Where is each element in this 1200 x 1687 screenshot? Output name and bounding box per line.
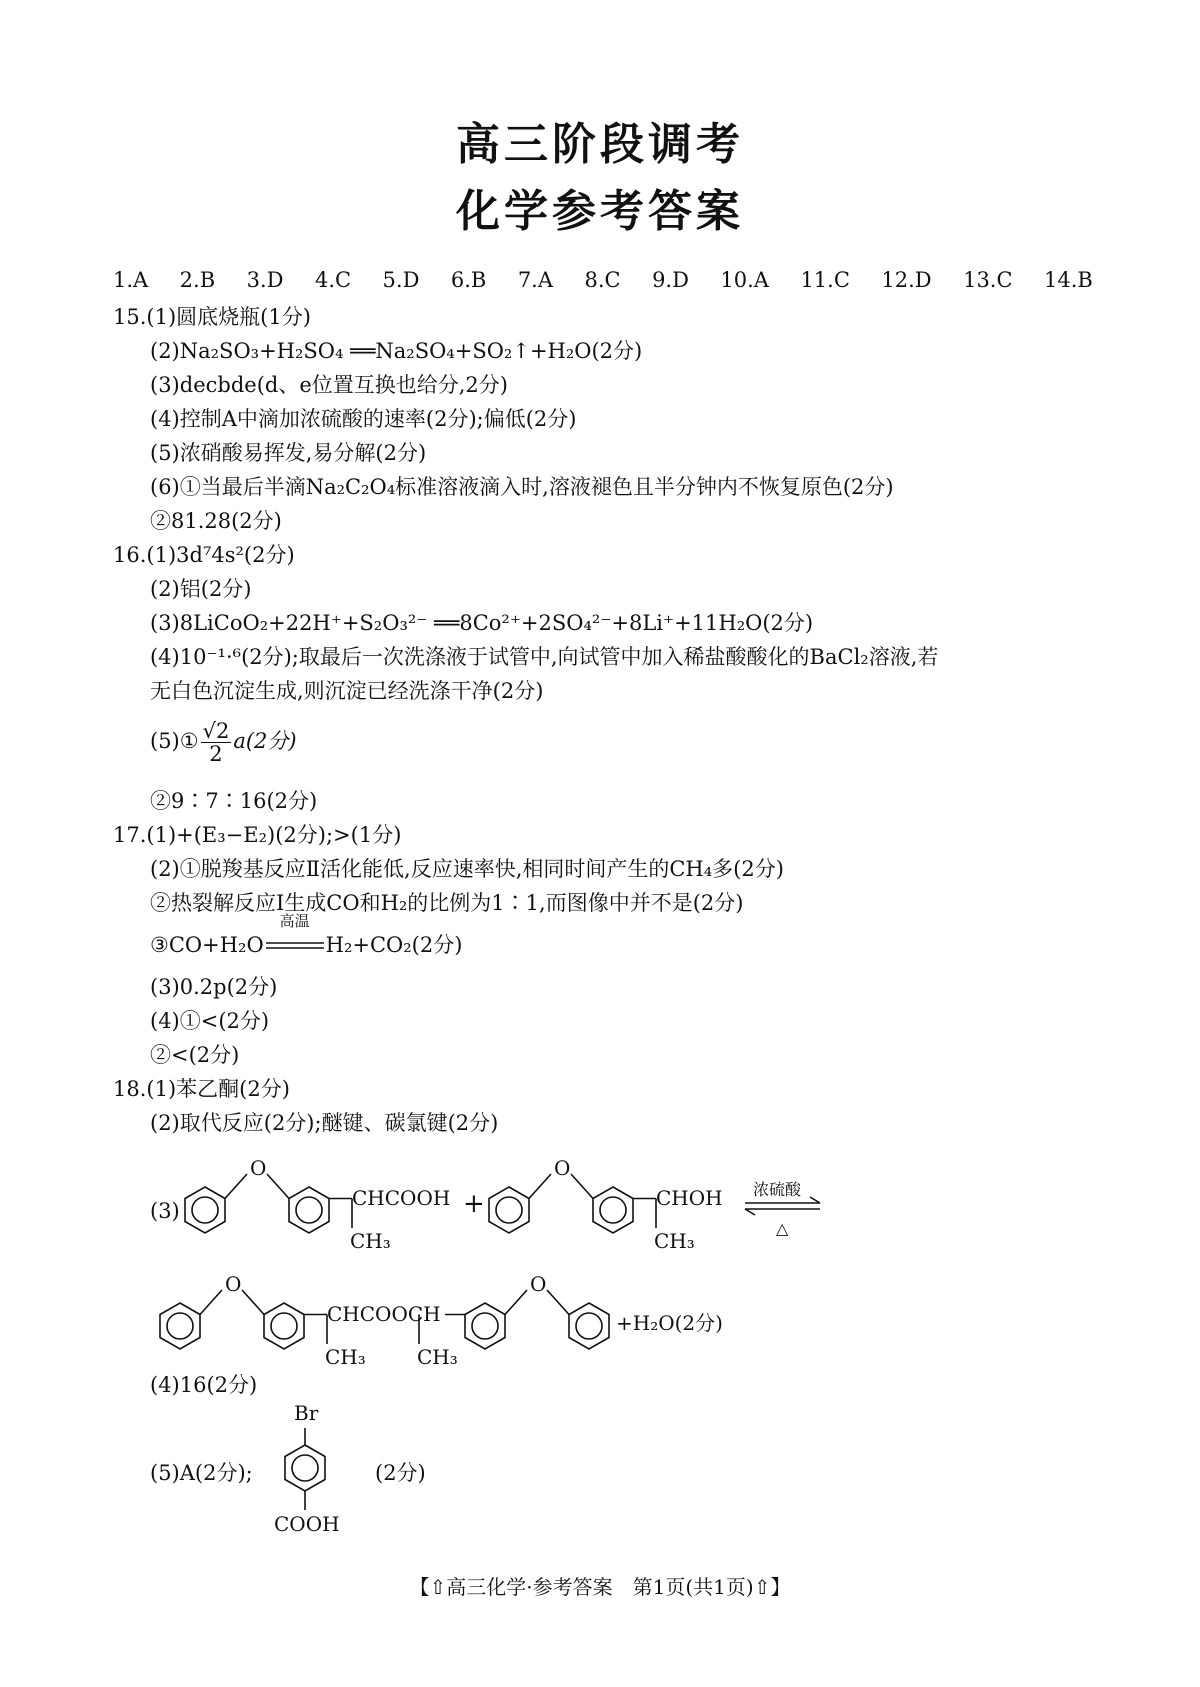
benzene-ring-icon — [264, 1303, 304, 1349]
acid-group: CHCOOH — [352, 1186, 451, 1210]
q17-line5: (3)0.2p(2分) — [150, 975, 278, 999]
fraction-denominator: 2 — [209, 742, 223, 766]
q15-line7: ②81.28(2分) — [150, 509, 282, 533]
benzene-ring-icon — [569, 1303, 609, 1349]
q18-line4: (4)16(2分) — [150, 1373, 258, 1397]
methyl-group: CH₃ — [654, 1229, 695, 1253]
q17-line7: ②<(2分) — [150, 1043, 240, 1067]
oxygen-atom: O — [530, 1272, 547, 1296]
q15-line2: (2)Na₂SO₃+H₂SO₄ ══Na₂SO₄+SO₂↑+H₂O(2分) — [150, 339, 643, 363]
reaction-arrow-high-temp — [264, 912, 326, 968]
benzene-ring-icon — [289, 1187, 329, 1233]
mcq-answer: 4.C — [314, 268, 352, 292]
carboxyl-group: COOH — [274, 1512, 340, 1536]
page-title-line1: 高三阶段调考 — [456, 119, 744, 170]
mcq-answer: 6.B — [450, 268, 487, 292]
esterification-reaction-diagram — [0, 1140, 1200, 1395]
q17-line3: ②热裂解反应Ⅰ生成CO和H₂的比例为1∶1,而图像中并不是(2分) — [150, 891, 744, 915]
oxygen-atom: O — [225, 1272, 242, 1296]
q16-line6 — [150, 720, 297, 765]
methyl-group: CH₃ — [325, 1345, 366, 1369]
q16-line6-suffix: a(2分) — [233, 729, 297, 753]
q16-line7: ②9∶7∶16(2分) — [150, 789, 318, 813]
mcq-answer: 10.A — [720, 268, 769, 292]
reaction-heat: △ — [776, 1219, 789, 1238]
reaction-catalyst: 浓硫酸 — [753, 1180, 802, 1199]
q18-line1: 18.(1)苯乙酮(2分) — [113, 1077, 290, 1101]
benzene-ring-icon — [160, 1303, 200, 1349]
q16-line4: (4)10⁻¹·⁶(2分);取最后一次洗涤液于试管中,向试管中加入稀盐酸酸化的BaCl₂溶液,若 — [150, 645, 939, 669]
mcq-answer: 1.A — [113, 268, 149, 292]
q17-line2: (2)①脱羧基反应Ⅱ活化能低,反应速率快,相同时间产生的CH₄多(2分) — [150, 857, 784, 881]
mcq-answer: 5.D — [382, 268, 420, 292]
q15-line1: 15.(1)圆底烧瓶(1分) — [113, 305, 311, 329]
page-title-line2: 化学参考答案 — [456, 186, 744, 237]
q17-line4-rhs: H₂+CO₂(2分) — [325, 933, 463, 957]
mcq-answer: 3.D — [246, 268, 284, 292]
benzene-ring-icon — [285, 1445, 325, 1491]
methyl-group: CH₃ — [350, 1229, 391, 1253]
bromine-atom: Br — [294, 1401, 319, 1425]
q15-line5: (5)浓硝酸易挥发,易分解(2分) — [150, 441, 427, 465]
mcq-answer: 12.D — [881, 268, 932, 292]
q15-line4: (4)控制A中滴加浓硫酸的速率(2分);偏低(2分) — [150, 407, 577, 431]
benzene-ring-icon — [489, 1187, 529, 1233]
reaction-condition: 高温 — [279, 912, 310, 930]
q16-line2: (2)铝(2分) — [150, 577, 252, 601]
reaction-label: (3) — [150, 1199, 180, 1223]
oxygen-atom: O — [554, 1156, 571, 1180]
oxygen-atom: O — [250, 1156, 267, 1180]
q15-line3: (3)decbde(d、e位置互换也给分,2分) — [150, 373, 508, 397]
q16-line1: 16.(1)3d⁷4s²(2分) — [113, 543, 295, 567]
benzene-ring-icon — [465, 1303, 505, 1349]
q17-line1: 17.(1)+(E₃−E₂)(2分);>(1分) — [113, 823, 402, 847]
q15-line6: (6)①当最后半滴Na₂C₂O₄标准溶液滴入时,溶液褪色且半分钟内不恢复原色(2分) — [150, 475, 894, 499]
page-footer: 【⇧高三化学·参考答案 第1页(共1页)⇧】 — [409, 1575, 791, 1599]
fraction-numerator: √2 — [202, 719, 230, 743]
q17-line4 — [150, 912, 463, 968]
mcq-answer: 14.B — [1044, 268, 1093, 292]
mcq-answers — [113, 268, 1093, 292]
methyl-group: CH₃ — [417, 1345, 458, 1369]
q18-line5-score: (2分) — [375, 1461, 426, 1485]
alcohol-group: CHOH — [656, 1186, 723, 1210]
q18-line2: (2)取代反应(2分);醚键、碳氯键(2分) — [150, 1111, 499, 1135]
ester-group: CHCOOCH — [327, 1302, 441, 1326]
q18-line5-prefix: (5)A(2分); — [150, 1461, 253, 1485]
water-product: +H₂O(2分) — [616, 1311, 723, 1335]
plus-sign: + — [463, 1189, 485, 1219]
q17-line4-lhs: ③CO+H₂O — [150, 933, 264, 957]
benzene-ring-icon — [185, 1187, 225, 1233]
mcq-answer: 7.A — [517, 268, 554, 292]
mcq-answer: 8.C — [584, 268, 621, 292]
mcq-answer: 11.C — [800, 268, 850, 292]
mcq-answer: 2.B — [179, 268, 216, 292]
aromatic-circle — [192, 1197, 218, 1223]
mcq-answer: 9.D — [652, 268, 689, 292]
q16-line6-prefix: (5)① — [150, 729, 199, 753]
benzene-ring-icon — [593, 1187, 633, 1233]
q17-line6: (4)①<(2分) — [150, 1009, 270, 1033]
fraction-sqrt2-over-2 — [201, 720, 232, 765]
q16-line3: (3)8LiCoO₂+22H⁺+S₂O₃²⁻ ══8Co²⁺+2SO₄²⁻+8Li⁺+11H₂O(2分) — [150, 611, 814, 635]
equals-arrow-icon — [264, 930, 326, 960]
bromobenzoic-acid-structure — [270, 1400, 360, 1560]
mcq-answer: 13.C — [963, 268, 1013, 292]
q16-line5: 无白色沉淀生成,则沉淀已经洗涤干净(2分) — [150, 679, 544, 703]
